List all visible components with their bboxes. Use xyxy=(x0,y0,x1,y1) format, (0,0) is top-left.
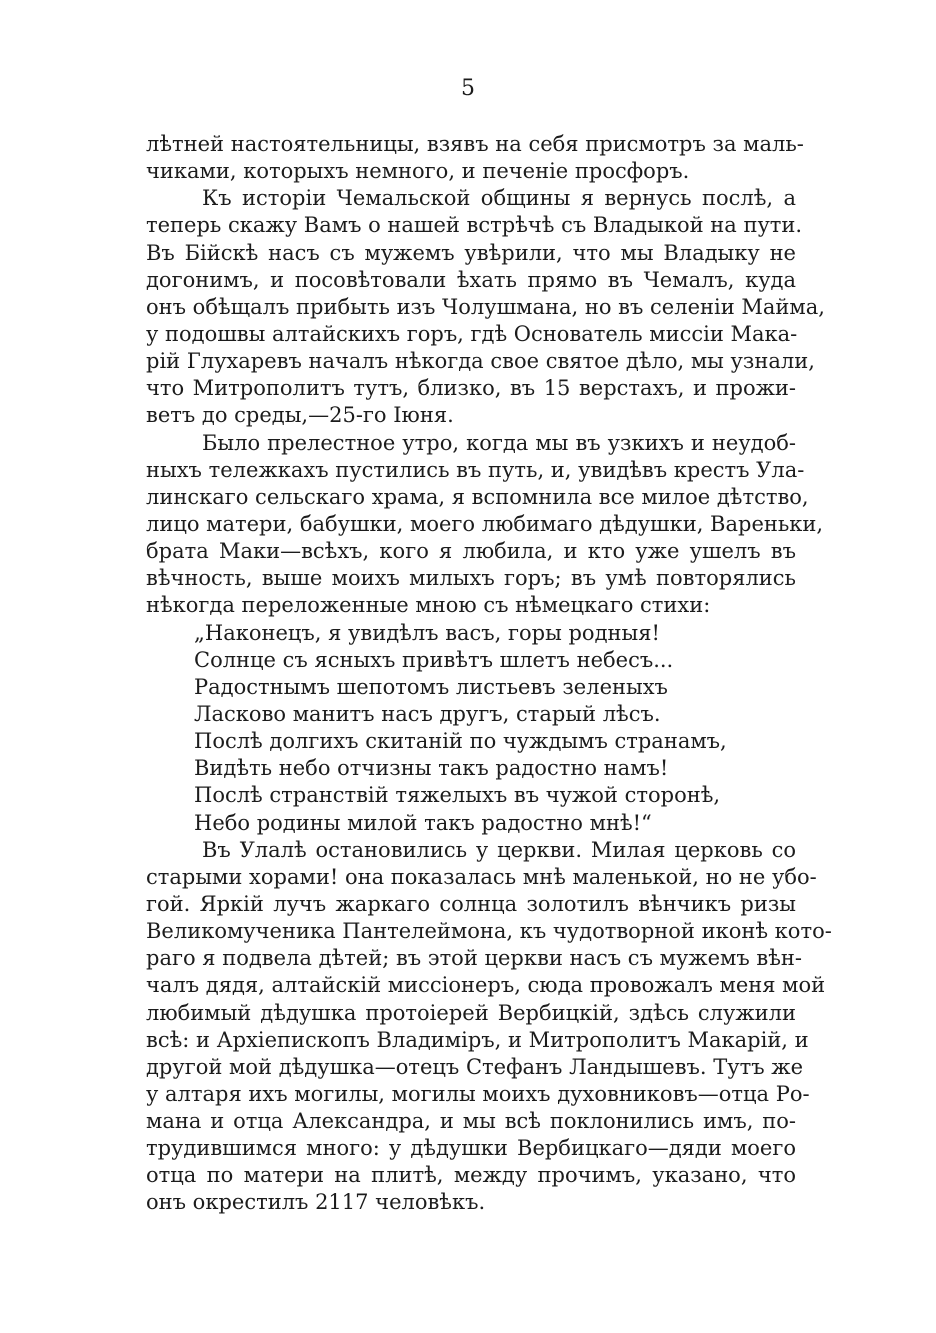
text-line: старыми хорами! она показалась мнѣ маленькой, но не убо- xyxy=(146,864,817,889)
text-line: онъ обѣщалъ прибыть изъ Чолушмана, но въ селеніи Майма, xyxy=(146,294,825,319)
verse-line: Небо родины милой такъ радостно мнѣ!“ xyxy=(194,810,652,835)
text-line: ветъ до среды,—25-го Іюня. xyxy=(146,403,454,428)
text-line: Въ Улалѣ остановились у церкви. Милая церковь со xyxy=(202,837,796,862)
text-line: ныхъ тележкахъ пустились въ путь, и, увидѣвъ крестъ Ула- xyxy=(146,457,805,482)
text-line: трудившимся много: у дѣдушки Вербицкаго—дяди моего xyxy=(146,1136,796,1161)
text-line: брата Маки—всѣхъ, кого я любила, и кто уже ушелъ въ xyxy=(146,539,796,564)
text-line: Къ исторіи Чемальской общины я вернусь послѣ, а xyxy=(202,186,796,211)
body-text xyxy=(146,131,832,1217)
text-line: Въ Бійскѣ насъ съ мужемъ увѣрили, что мы Владыку не xyxy=(146,240,796,265)
text-line: линскаго сельскаго храма, я вспомнила все милое дѣтство, xyxy=(146,484,809,509)
text-line: Было прелестное утро, когда мы въ узкихъ и неудоб- xyxy=(202,430,796,455)
text-line: чалъ дядя, алтайскій миссіонеръ, сюда провожалъ меня мой xyxy=(146,973,826,998)
text-line: рій Глухаревъ началъ нѣкогда свое святое дѣло, мы узнали, xyxy=(146,349,815,374)
verse-line: Солнце съ ясныхъ привѣтъ шлетъ небесъ... xyxy=(194,647,674,672)
text-line: теперь скажу Вамъ о нашей встрѣчѣ съ Владыкой на пути. xyxy=(146,213,803,238)
text-line: вѣчность, выше моихъ милыхъ горъ; въ умѣ повторялись xyxy=(146,566,796,591)
text-line: лицо матери, бабушки, моего любимаго дѣдушки, Вареньки, xyxy=(146,511,824,536)
text-line: у подошвы алтайскихъ горъ, гдѣ Основатель миссіи Мака- xyxy=(146,321,798,346)
verse-line: „Наконецъ, я увидѣлъ васъ, горы родныя! xyxy=(194,620,660,645)
text-line: Великомученика Пантелеймона, къ чудотворной иконѣ кото- xyxy=(146,919,832,944)
text-line: мана и отца Александра, и мы всѣ поклонились имъ, по- xyxy=(146,1109,796,1134)
text-line: гой. Яркій лучъ жаркаго солнца золотилъ вѣнчикъ ризы xyxy=(146,891,796,916)
verse-line: Радостнымъ шепотомъ листьевъ зеленыхъ xyxy=(194,674,668,699)
verse-line: Видѣть небо отчизны такъ радостно намъ! xyxy=(194,756,669,781)
text-line: лѣтней настоятельницы, взявъ на себя присмотръ за маль- xyxy=(146,132,804,156)
text-line: что Митрополитъ тутъ, близко, въ 15 верстахъ, и прожи- xyxy=(146,376,796,401)
verse-line: Ласково манитъ насъ другъ, старый лѣсъ. xyxy=(194,701,661,726)
page-number: 5 xyxy=(461,76,475,101)
text-line: у алтаря ихъ могилы, могилы моихъ духовниковъ—отца Ро- xyxy=(146,1081,810,1106)
text-line: другой мой дѣдушка—отецъ Стефанъ Ландышевъ. Тутъ же xyxy=(146,1054,804,1079)
text-line: догонимъ, и посовѣтовали ѣхать прямо въ Чемалъ, куда xyxy=(146,267,796,292)
text-line: чиками, которыхъ немного, и печеніе просфоръ. xyxy=(146,159,690,184)
text-line: всѣ: и Архіепископъ Владиміръ, и Митрополитъ Макарій, и xyxy=(146,1027,809,1052)
verse-line: Послѣ долгихъ скитаній по чуждымъ странамъ, xyxy=(194,729,727,754)
text-line: раго я подвела дѣтей; въ этой церкви насъ съ мужемъ вѣн- xyxy=(146,946,802,971)
text-line: любимый дѣдушка протоіерей Вербицкій, здѣсь служили xyxy=(146,1000,796,1025)
text-line: нѣкогда переложенные мною съ нѣмецкаго стихи: xyxy=(146,593,711,618)
text-line: онъ окрестилъ 2117 человѣкъ. xyxy=(146,1190,486,1215)
verse-line: Послѣ странствій тяжелыхъ въ чужой сторонѣ, xyxy=(194,783,721,808)
text-line: отца по матери на плитѣ, между прочимъ, указано, что xyxy=(146,1163,796,1188)
